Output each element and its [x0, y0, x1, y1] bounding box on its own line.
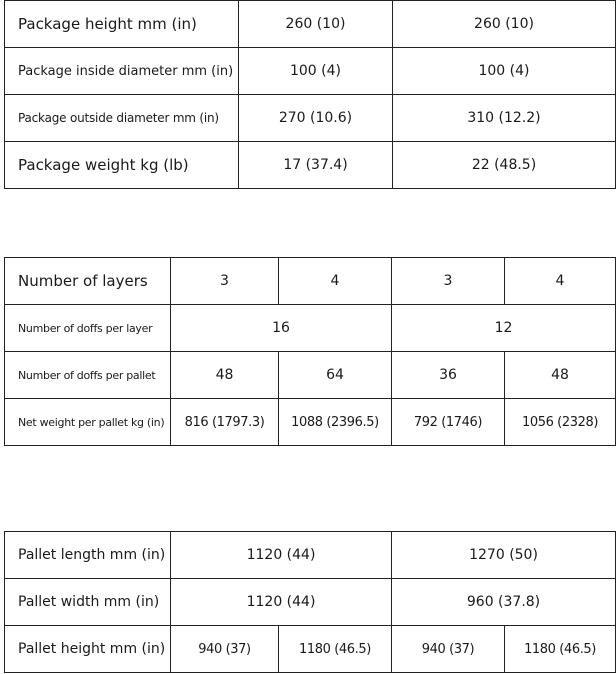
table-row — [5, 48, 616, 95]
cell-value: 310 (12.2) — [393, 95, 616, 142]
cell-value: 3 — [392, 258, 505, 305]
row-label: Package inside diameter mm (in) — [5, 48, 239, 95]
row-label: Pallet width mm (in) — [5, 579, 171, 626]
table-row — [5, 579, 616, 626]
cell-value: 22 (48.5) — [393, 142, 616, 189]
cell-value: 48 — [171, 352, 279, 399]
cell-value: 960 (37.8) — [392, 579, 616, 626]
table-row — [5, 142, 616, 189]
cell-value: 816 (1797.3) — [171, 399, 279, 446]
cell-value: 100 (4) — [393, 48, 616, 95]
table-row — [5, 95, 616, 142]
cell-value: 4 — [505, 258, 616, 305]
cell-value: 260 (10) — [393, 1, 616, 48]
row-label: Number of layers — [5, 258, 171, 305]
cell-value: 1180 (46.5) — [505, 626, 616, 673]
table-row — [5, 626, 616, 673]
cell-value: 48 — [505, 352, 616, 399]
row-label: Package outside diameter mm (in) — [5, 95, 239, 142]
cell-value: 4 — [279, 258, 392, 305]
cell-value: 12 — [392, 305, 616, 352]
table-row — [5, 399, 616, 446]
table-row — [5, 352, 616, 399]
row-label: Number of doffs per layer — [5, 305, 171, 352]
cell-value: 1088 (2396.5) — [279, 399, 392, 446]
cell-value: 1180 (46.5) — [279, 626, 392, 673]
cell-value: 260 (10) — [239, 1, 393, 48]
cell-value: 940 (37) — [392, 626, 505, 673]
row-label: Net weight per pallet kg (in) — [5, 399, 171, 446]
row-label: Package weight kg (lb) — [5, 142, 239, 189]
cell-value: 1270 (50) — [392, 532, 616, 579]
table-row — [5, 305, 616, 352]
row-label: Package height mm (in) — [5, 1, 239, 48]
row-label: Pallet length mm (in) — [5, 532, 171, 579]
table-row — [5, 1, 616, 48]
cell-value: 940 (37) — [171, 626, 279, 673]
row-label: Number of doffs per pallet — [5, 352, 171, 399]
cell-value: 792 (1746) — [392, 399, 505, 446]
table-row — [5, 532, 616, 579]
cell-value: 17 (37.4) — [239, 142, 393, 189]
cell-value: 270 (10.6) — [239, 95, 393, 142]
cell-value: 100 (4) — [239, 48, 393, 95]
cell-value: 1056 (2328) — [505, 399, 616, 446]
cell-value: 1120 (44) — [171, 532, 392, 579]
pallet-dimensions-table — [4, 531, 616, 673]
cell-value: 16 — [171, 305, 392, 352]
layers-table — [4, 257, 616, 446]
cell-value: 64 — [279, 352, 392, 399]
cell-value: 36 — [392, 352, 505, 399]
cell-value: 3 — [171, 258, 279, 305]
cell-value: 1120 (44) — [171, 579, 392, 626]
table-row — [5, 258, 616, 305]
row-label: Pallet height mm (in) — [5, 626, 171, 673]
package-dimensions-table — [4, 0, 616, 189]
